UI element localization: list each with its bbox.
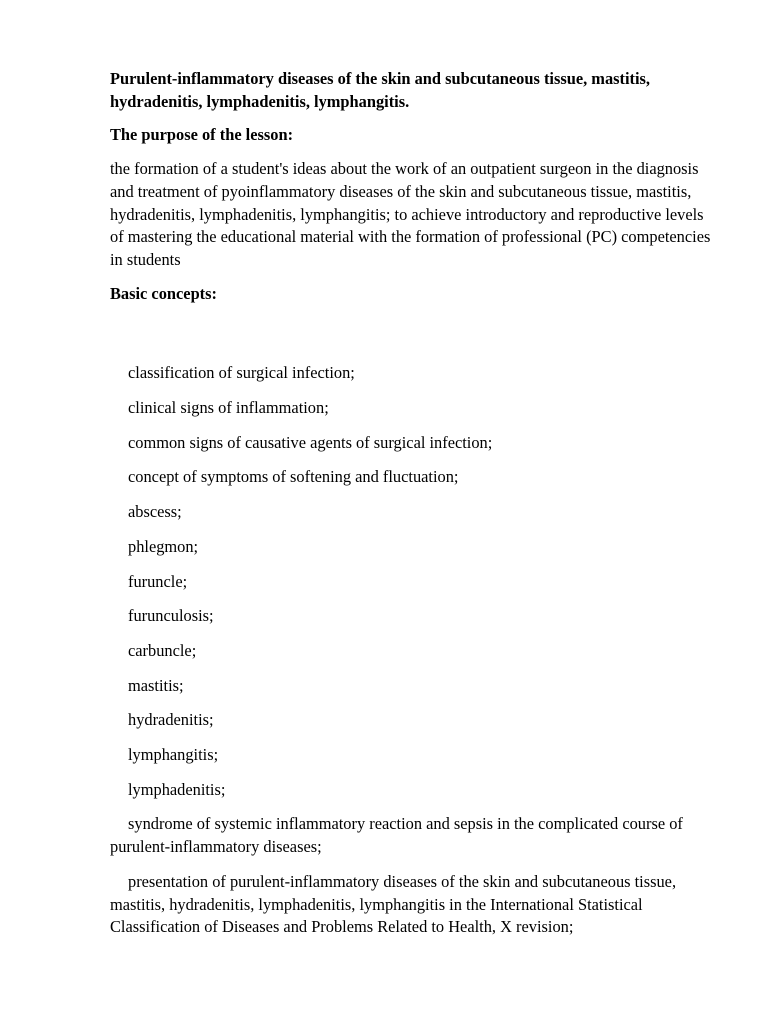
concepts-list bbox=[110, 362, 714, 939]
document-page bbox=[110, 68, 714, 951]
concepts-heading: Basic concepts: bbox=[110, 283, 217, 303]
list-item: concept of symptoms of softening and fluctuation; bbox=[128, 467, 459, 487]
list-item: mastitis; bbox=[128, 675, 184, 695]
list-item: classification of surgical infection; bbox=[128, 363, 355, 383]
list-item: syndrome of systemic inflammatory reaction and sepsis in the complicated course of purulent-inflammatory diseases; bbox=[110, 814, 683, 857]
list-item: presentation of purulent-inflammatory diseases of the skin and subcutaneous tissue, mastitis, hydradenitis, lymphadenitis, lymphangitis in the International Statistical Classification of Diseases and Problems Related to Health, X revision; bbox=[110, 871, 677, 937]
document-title: Purulent-inflammatory diseases of the skin and subcutaneous tissue, mastitis, hydradenitis, lymphadenitis, lymphangitis. bbox=[110, 69, 651, 111]
purpose-text: the formation of a student's ideas about the work of an outpatient surgeon in the diagnosis and treatment of pyoinflammatory diseases of the skin and subcutaneous tissue, mastitis, hydradenitis, lymphadenitis, lymphangitis; to achieve introductory and reproductive levels of mastering the educational material with the formation of professional (PC) competencies in students bbox=[110, 159, 711, 269]
list-item: hydradenitis; bbox=[128, 710, 214, 730]
list-item: common signs of causative agents of surgical infection; bbox=[128, 432, 493, 452]
list-item: carbuncle; bbox=[128, 640, 197, 660]
list-item: clinical signs of inflammation; bbox=[128, 398, 329, 418]
list-item: abscess; bbox=[128, 502, 182, 522]
list-item: furunculosis; bbox=[128, 606, 214, 626]
list-item: lymphadenitis; bbox=[128, 779, 226, 799]
list-item: lymphangitis; bbox=[128, 745, 219, 765]
list-item: phlegmon; bbox=[128, 536, 199, 556]
purpose-heading: The purpose of the lesson: bbox=[110, 125, 294, 145]
list-item: furuncle; bbox=[128, 571, 188, 591]
